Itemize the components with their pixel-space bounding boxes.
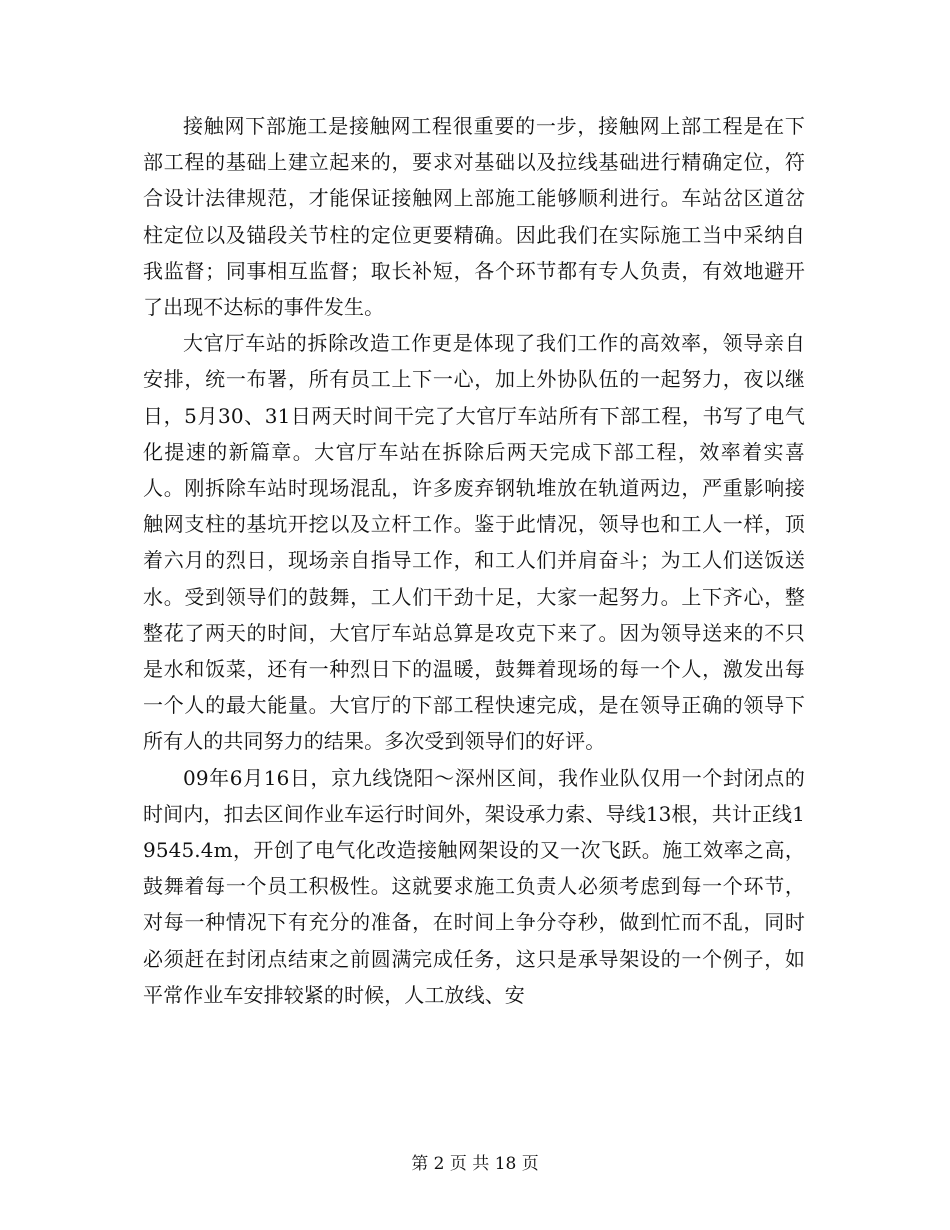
paragraph-3: 09年6月16日，京九线饶阳～深州区间，我作业队仅用一个封闭点的时间内，扣去区间作业车运行时间外，架设承力索、导线13根，共计正线19545.4m，开创了电气化改造接触网架设的又一次飞跃。施工效率之高，鼓舞着每一个员工积极性。这就要求施工负责人必须考虑到每一个环节，对每一种情况下有充分的准备，在时间上争分夺秒，做到忙而不乱，同时必须赶在封闭点结束之前圆满完成任务，这只是承导架设的一个例子，如平常作业车安排较紧的时候，人工放线、安 [143, 765, 805, 1007]
document-body [143, 108, 805, 1013]
page-footer: 第 2 页 共 18 页 [411, 1154, 539, 1174]
paragraph-2: 大官厅车站的拆除改造工作更是体现了我们工作的高效率，领导亲自安排，统一布署，所有员工上下一心，加上外协队伍的一起努力，夜以继日，5月30、31日两天时间干完了大官厅车站所有下部工程，书写了电气化提速的新篇章。大官厅车站在拆除后两天完成下部工程，效率着实喜人。刚拆除车站时现场混乱，许多废弃钢轨堆放在轨道两边，严重影响接触网支柱的基坑开挖以及立杆工作。鉴于此情况，领导也和工人一样，顶着六月的烈日，现场亲自指导工作，和工人们并肩奋斗；为工人们送饭送水。受到领导们的鼓舞，工人们干劲十足，大家一起努力。上下齐心，整整花了两天的时间，大官厅车站总算是攻克下来了。因为领导送来的不只是水和饭菜，还有一种烈日下的温暖，鼓舞着现场的每一个人，激发出每一个人的最大能量。大官厅的下部工程快速完成，是在领导正确的领导下所有人的共同努力的结果。多次受到领导们的好评。 [143, 331, 805, 754]
paragraph-1: 接触网下部施工是接触网工程很重要的一步，接触网上部工程是在下部工程的基础上建立起来的，要求对基础以及拉线基础进行精确定位，符合设计法律规范，才能保证接触网上部施工能够顺利进行。车站岔区道岔柱定位以及锚段关节柱的定位更要精确。因此我们在实际施工当中采纳自我监督；同事相互监督；取长补短，各个环节都有专人负责，有效地避开了出现不达标的事件发生。 [143, 114, 805, 320]
